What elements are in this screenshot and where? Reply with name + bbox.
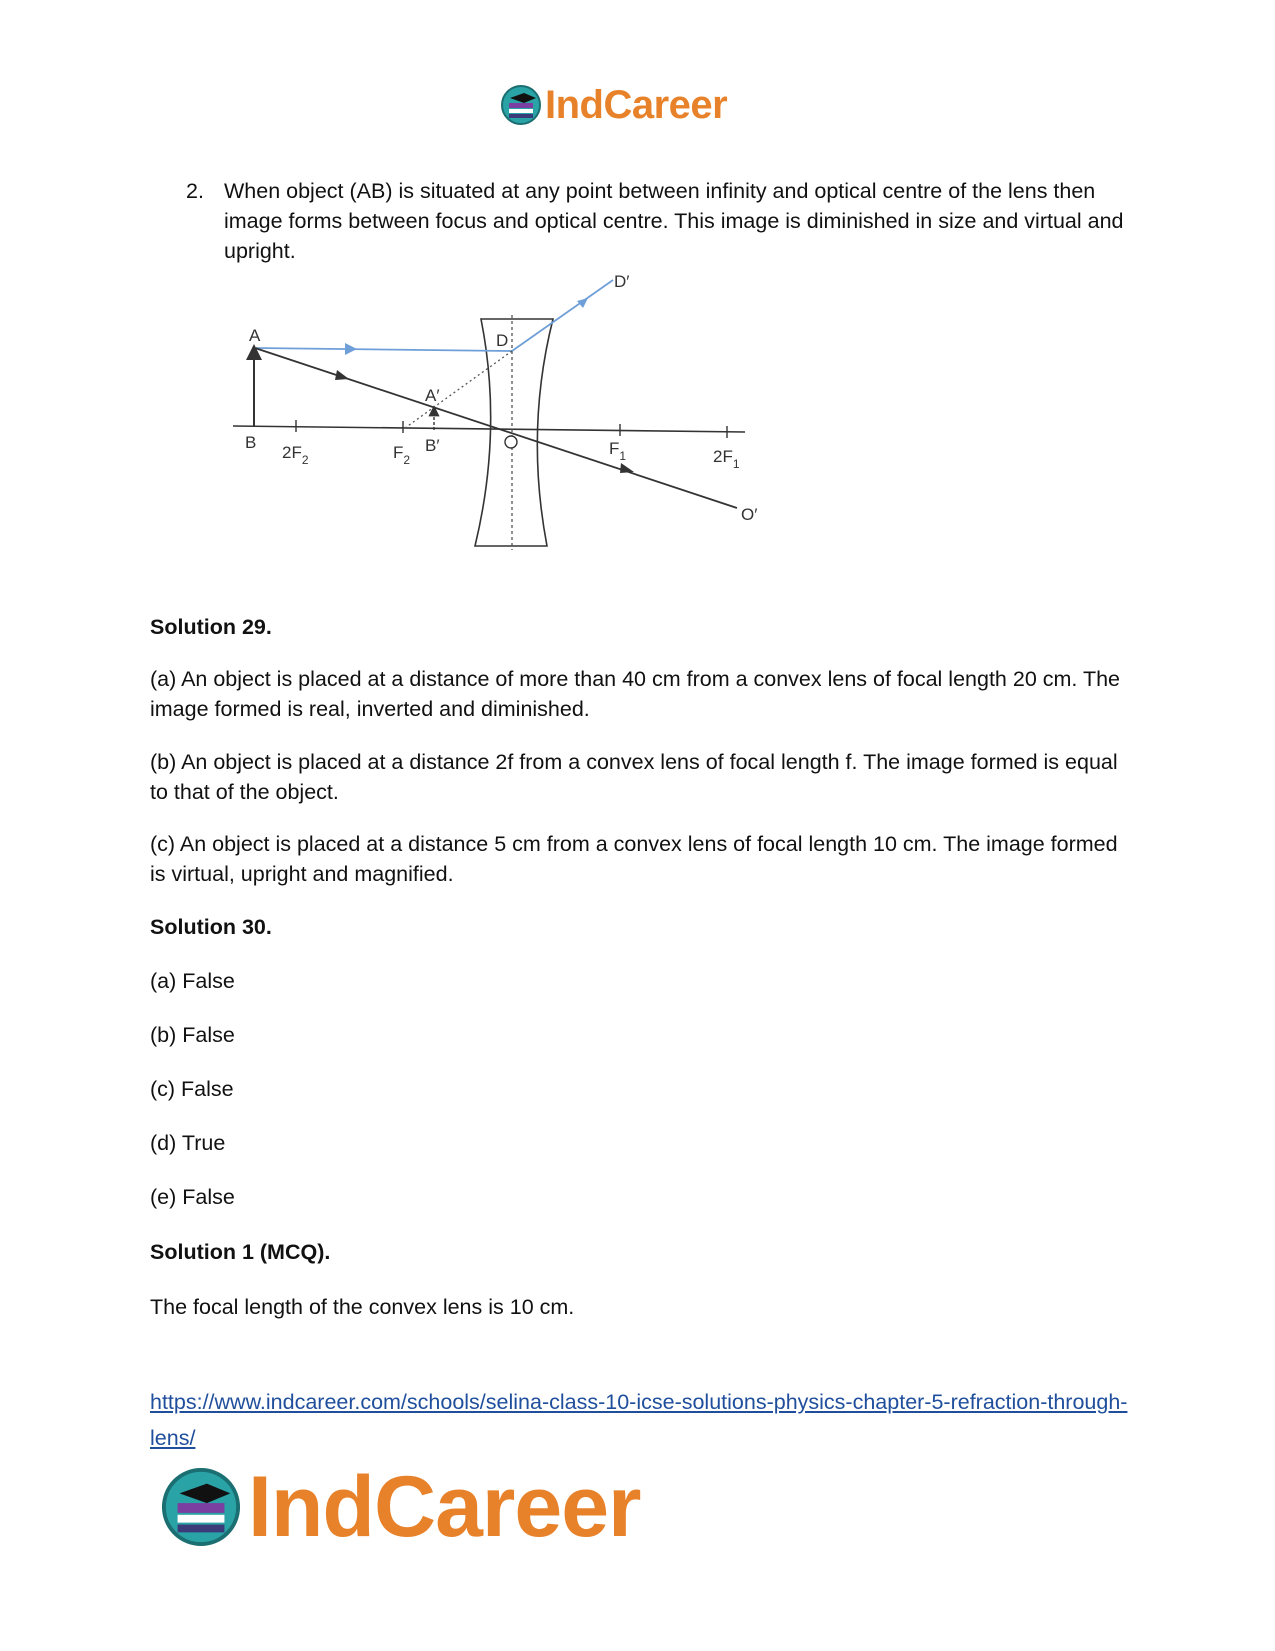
optical-centre-marker [505, 436, 517, 448]
solution-29-heading: Solution 29. [150, 615, 272, 639]
header-logo-text: IndCareer [545, 83, 728, 127]
solution-30-heading: Solution 30. [150, 915, 272, 939]
label-2F2: $2F_2$ [282, 443, 309, 467]
header-logo [500, 80, 727, 130]
solution-29-a: (a) An object is placed at a distance of more than 40 cm from a convex lens of focal length 20 cm. The image formed is real, inverted and diminished. [150, 667, 1121, 721]
footer-logo-text: IndCareer [248, 1459, 641, 1555]
solution-29-b: (b) An object is placed at a distance 2f from a convex lens of focal length f. The image formed is equal to that of the object. [150, 750, 1118, 804]
refracted-ray [512, 280, 613, 351]
logo-globe-icon [500, 84, 542, 126]
solution-29-c: (c) An object is placed at a distance 5 cm from a convex lens of focal length 10 cm. The image formed is virtual, upright and magnified. [150, 832, 1118, 886]
label-B: B [245, 433, 257, 452]
concave-lens [475, 319, 553, 546]
list-item-number: 2. [186, 179, 204, 203]
solution-30-answer-a: (a) False [150, 969, 235, 993]
label-F2: $F_2$ [393, 443, 411, 467]
label-D-prime: D′ [614, 272, 630, 291]
solution-mcq-heading: Solution 1 (MCQ). [150, 1240, 331, 1264]
solution-30-answer-e: (e) False [150, 1185, 235, 1209]
solution-mcq-text: The focal length of the convex lens is 10 cm. [150, 1295, 575, 1319]
solution-30-answer-d: (d) True [150, 1131, 226, 1155]
solution-30-answer-c: (c) False [150, 1077, 234, 1101]
logo-globe-icon [160, 1466, 242, 1548]
incident-ray-parallel [255, 348, 512, 351]
footer-logo [160, 1459, 641, 1555]
label-A-prime: A′ [425, 386, 440, 405]
ray-through-centre [255, 348, 737, 508]
list-item-text: When object (AB) is situated at any point between infinity and optical centre of the lens then image forms between focus and optical centre. This image is diminished in size and virtual and upright. [224, 179, 1124, 263]
concave-lens-ray-diagram [225, 270, 805, 580]
label-B-prime: B′ [425, 436, 440, 455]
label-F1: $F_1$ [609, 439, 627, 463]
label-A: A [249, 326, 261, 345]
label-2F1: $2F_1$ [713, 447, 740, 471]
solution-30-answer-b: (b) False [150, 1023, 235, 1047]
label-D: D [496, 331, 509, 350]
source-link[interactable]: https://www.indcareer.com/schools/selina-class-10-icse-solutions-physics-chapter-5-refraction-through-lens/ [150, 1390, 1128, 1450]
list-item-2 [186, 176, 1126, 266]
principal-axis [233, 426, 745, 432]
label-O-prime: O′ [741, 505, 758, 524]
